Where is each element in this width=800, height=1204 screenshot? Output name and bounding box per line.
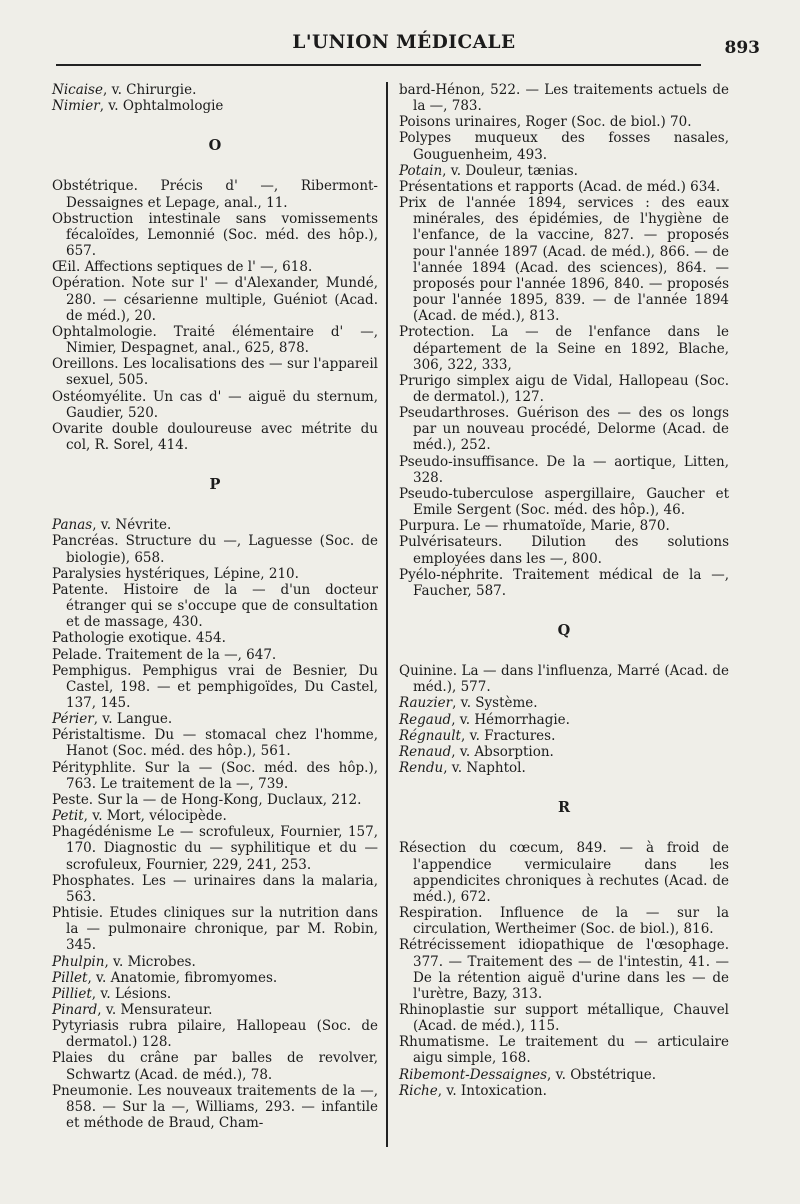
entry-text: , v. Névrite. [92,517,172,534]
entry-text: Polypes muqueux des fosses nasales, Gouguenheim, 493. [399,130,729,163]
entry-heading: Petit [52,808,84,825]
entry-text: Pytyriasis rubra pilaire, Hallopeau (Soc. de dermatol.) 128. [52,1018,378,1051]
index-entry [52,1018,378,1050]
entry-text: , v. Lésions. [91,985,172,1002]
entry-text: Rétrécissement idiopathique de l'œsophage. 377. — Traitement des — de l'intestin, 41. — De la rétention aiguë d'urine dans les — de l'urètre, Bazy, 313. [399,937,729,1002]
entry-text: Pulvérisateurs. Dilution des solutions employées dans les —, 800. [399,534,729,567]
entry-text: , v. Absorption. [451,743,554,760]
index-entry [52,954,378,970]
entry-text: Pancréas. Structure du —, Laguesse (Soc. de biologie), 658. [52,533,378,566]
index-entry [399,937,729,1002]
header-rule [56,64,701,66]
index-entry [52,986,378,1002]
entry-heading: Pilliet [52,985,92,1002]
left-column [52,82,378,1131]
index-entry [52,275,378,323]
index-entry [399,324,729,372]
right-column [399,82,729,1099]
entry-text: Pelade. Traitement de la —, 647. [52,646,277,663]
index-entry [52,421,378,453]
section-spacer [399,776,729,800]
entry-text: Oreillons. Les localisations des — sur l'appareil sexuel, 505. [52,356,378,389]
section-letter: P [209,476,221,494]
section-letter: R [557,799,571,817]
entry-text: Phosphates. Les — urinaires dans la malaria, 563. [52,872,378,905]
entry-text: Rhumatisme. Le traitement du — articulaire aigu simple, 168. [399,1034,729,1067]
index-entry [399,373,729,405]
index-entry [52,389,378,421]
index-entry [52,808,378,824]
section-spacer [399,816,729,840]
column-divider [386,82,388,1147]
entry-text: Pathologie exotique. 454. [52,630,226,647]
section-spacer [52,453,378,477]
section-spacer [399,599,729,623]
entry-text: , v. Hémorrhagie. [451,711,570,728]
index-entry [399,695,729,711]
entry-text: , v. Obstétrique. [547,1066,657,1083]
index-entry [399,1002,729,1034]
index-entry [52,211,378,259]
index-entry [399,179,729,195]
entry-heading: Régnault [399,727,461,744]
section-letter: O [208,137,222,155]
entry-text: , v. Intoxication. [437,1082,547,1099]
index-entry [399,486,729,518]
index-entry [52,1050,378,1082]
index-entry [52,517,378,533]
entry-text: Pemphigus. Pemphigus vrai de Besnier, Du Castel, 198. — et pemphigoïdes, Du Castel, 137, 145. [52,662,378,711]
index-entry [399,1083,729,1099]
entry-text: Obstétrique. Précis d' —, Ribermont-Dessaignes et Lepage, anal., 11. [52,178,378,211]
index-entry [399,712,729,728]
running-title: L'UNION MÉDICALE [292,32,516,53]
index-entry [52,1083,378,1131]
section-spacer [52,493,378,517]
index-entry [52,792,378,808]
index-entry [399,728,729,744]
entry-heading: Phulpin [52,953,105,970]
entry-text: Poisons urinaires, Roger (Soc. de biol.) 70. [399,114,692,131]
index-entry [399,114,729,130]
index-entry [52,82,378,98]
page-header [48,30,760,64]
entry-text: , v. Système. [452,695,538,712]
index-entry [52,760,378,792]
entry-heading: Nicaise [52,82,103,98]
index-entry [399,1034,729,1066]
entry-heading: Renaud [399,743,452,760]
entry-text: , v. Douleur, tænias. [442,162,578,179]
index-entry [399,454,729,486]
entry-heading: Nimier [52,98,100,115]
entry-text: , v. Naphtol. [443,760,526,777]
entry-heading: Panas [52,517,93,534]
entry-text: , v. Chirurgie. [102,82,197,98]
entry-text: Œil. Affections septiques de l' —, 618. [52,259,313,276]
entry-text: , v. Fractures. [460,727,556,744]
entry-text: Pseudo-tuberculose aspergillaire, Gaucher et Emile Sergent (Soc. méd. des hôp.), 46. [399,485,729,519]
entry-text: Pseudarthroses. Guérison des — des os longs par un nouveau procédé, Delorme (Acad. de méd.), 252. [399,405,729,454]
index-entry [399,905,729,937]
index-entry [399,82,729,114]
index-entry [52,824,378,872]
index-entry [52,582,378,630]
index-entry [52,356,378,388]
index-entry [52,630,378,646]
entry-text: Respiration. Influence de la — sur la circulation, Wertheimer (Soc. de biol.), 816. [399,905,729,938]
entry-text: Phagédénisme Le — scrofuleux, Fournier, 157, 170. Diagnostic du — syphilitique et du — scrofuleux, Fournier, 229, 241, 253. [52,824,378,873]
index-entry [52,663,378,711]
entry-text: Pneumonie. Les nouveaux traitements de la —, 858. — Sur la —, Williams, 293. — infantile et méthode de Braud, Cham- [52,1082,378,1132]
index-entry [52,711,378,727]
entry-text: Opération. Note sur l' — d'Alexander, Mundé, 280. — césarienne multiple, Guéniot (Acad. de méd.), 20. [52,275,378,324]
entry-heading: Pinard [52,1001,98,1018]
index-entry [399,534,729,566]
entry-text: , v. Mensurateur. [97,1001,213,1018]
index-entry [52,873,378,905]
entry-text: Protection. La — de l'enfance dans le département de la Seine en 1892, Blache, 306, 322, 333, [399,324,729,373]
index-entry [52,647,378,663]
entry-text: Pérityphlite. Sur la — (Soc. méd. des hôp.), 763. Le traitement de la —, 739. [52,759,378,792]
entry-text: , v. Mort, vélocipède. [83,808,227,825]
entry-text: Ophtalmologie. Traité élémentaire d' —, Nimier, Despagnet, anal., 625, 878. [52,323,378,357]
index-entry [399,130,729,162]
index-entry [399,567,729,599]
entry-text: Pyélo-néphrite. Traitement médical de la —, Faucher, 587. [399,566,729,599]
entry-text: Présentations et rapports (Acad. de méd.) 634. [399,178,721,195]
entry-heading: Riche [399,1082,438,1099]
entry-text: Plaies du crâne par balles de revolver, Schwartz (Acad. de méd.), 78. [52,1050,378,1083]
entry-text: Ostéomyélite. Un cas d' — aiguë du sternum, Gaudier, 520. [52,388,378,421]
index-entry [52,970,378,986]
index-entry [52,533,378,565]
entry-heading: Rendu [399,760,444,777]
entry-text: Phtisie. Etudes cliniques sur la nutrition dans la — pulmonaire chronique, par M. Robin, 345. [52,905,378,954]
index-entry [399,163,729,179]
entry-text: Peste. Sur la — de Hong-Kong, Duclaux, 212. [52,791,362,808]
index-entry [399,518,729,534]
section-spacer [52,154,378,178]
entry-heading: Périer [52,711,94,728]
index-entry [52,566,378,582]
entry-text: Quinine. La — dans l'influenza, Marré (Acad. de méd.), 577. [399,663,729,696]
index-entry [399,760,729,776]
entry-text: Péristaltisme. Du — stomacal chez l'homme, Hanot (Soc. méd. des hôp.), 561. [52,727,378,760]
entry-text: Rhinoplastie sur support métallique, Chauvel (Acad. de méd.), 115. [399,1001,729,1035]
index-entry [399,663,729,695]
entry-heading: Rauzier [399,695,453,712]
entry-text: , v. Microbes. [104,953,196,970]
section-spacer [399,639,729,663]
entry-heading: Ribemont-Dessaignes [399,1066,548,1083]
index-entry [399,1067,729,1083]
index-entry [399,195,729,324]
entry-text: Ovarite double douloureuse avec métrite du col, R. Sorel, 414. [52,420,378,453]
entry-text: Résection du cœcum, 849. — à froid de l'appendice vermiculaire dans les appendicites chroniques à rechutes (Acad. de méd.), 672. [399,840,729,905]
entry-text: Prurigo simplex aigu de Vidal, Hallopeau (Soc. de dermatol.), 127. [399,372,729,405]
entry-text: , v. Ophtalmologie [99,98,224,115]
page-number: 893 [724,38,760,58]
entry-text: Obstruction intestinale sans vomissements fécaloïdes, Lemonnié (Soc. méd. des hôp.), 657. [52,210,378,260]
entry-heading: Potain [399,162,443,179]
index-entry [399,840,729,905]
entry-text: Prix de l'année 1894, services : des eaux minérales, des épidémies, de l'hygiène de l'enfance, de la vaccine, 827. — proposés pour l'année 1897 (Acad. de méd.), 866. — de l'année 1894 (Acad. des sciences), 864. — proposés pour l'année 1896, 840. — proposés pour l'année 1895, 839. — de l'année 1894 (Acad. de méd.), 813. [399,195,729,325]
index-entry [52,905,378,953]
index-entry [52,324,378,356]
index-entry [399,405,729,453]
entry-text: Pseudo-insuffisance. De la — aortique, Litten, 328. [399,453,729,486]
entry-text: Paralysies hystériques, Lépine, 210. [52,565,299,582]
index-entry [52,98,378,114]
entry-text: bard-Hénon, 522. — Les traitements actuels de la —, 783. [399,82,729,115]
entry-text: Purpura. Le — rhumatoïde, Marie, 870. [399,518,670,535]
index-entry [52,1002,378,1018]
index-entry [399,744,729,760]
entry-heading: Regaud [399,711,452,728]
index-entry [52,727,378,759]
index-entry [52,178,378,210]
section-letter: Q [557,622,571,639]
index-entry [52,259,378,275]
entry-text: , v. Anatomie, fibromyomes. [87,969,278,986]
section-spacer [52,114,378,138]
entry-heading: Pillet [52,969,88,986]
entry-text: Patente. Histoire de la — d'un docteur étranger qui se s'occupe que de consultation et de massage, 430. [52,581,378,631]
entry-text: , v. Langue. [93,711,173,728]
